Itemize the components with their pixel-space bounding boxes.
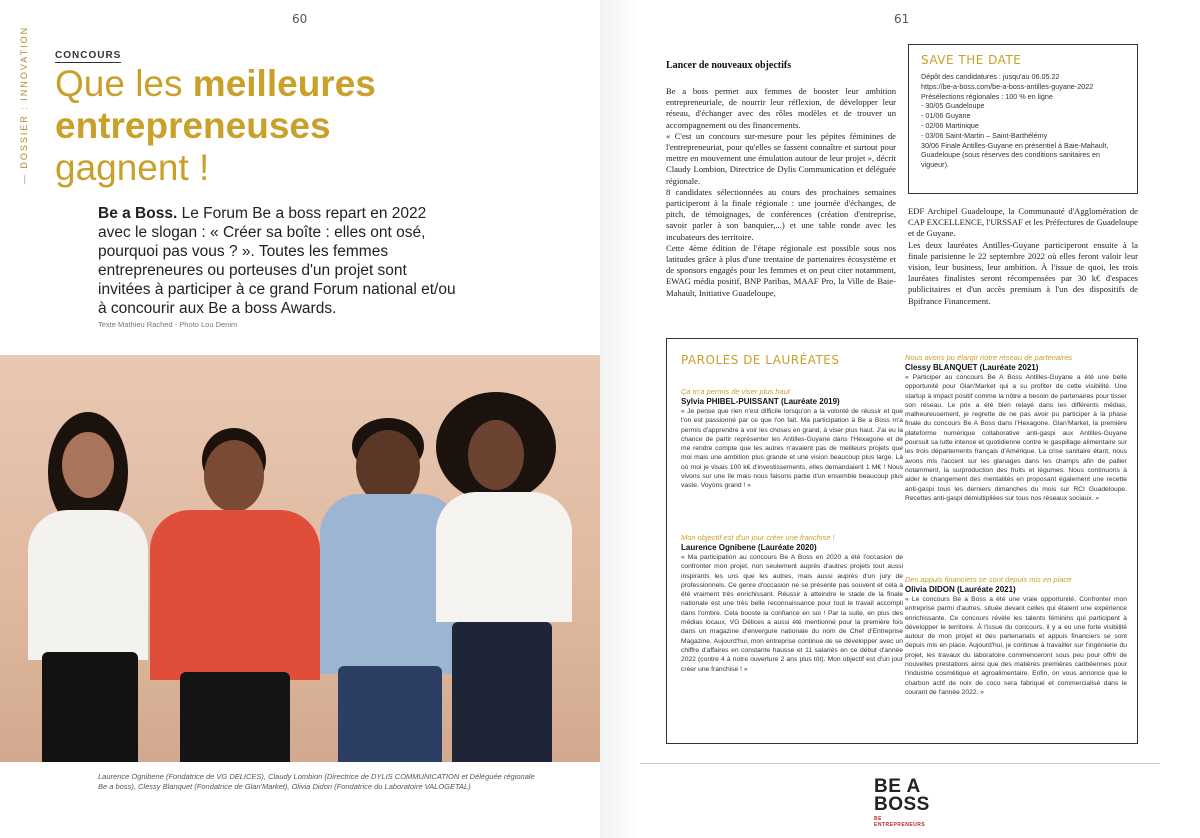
paroles-box bbox=[666, 338, 1138, 744]
lede-text: Le Forum Be a boss repart en 2022 avec le slogan : « Créer sa boîte : elles ont osé, pourquoi pas vous ? ». Toutes les femmes entrepreneures ou porteuses d'un projet sont invitées à participer à ce grand Forum national et/ou à concourir aux Be a boss Awards. bbox=[98, 205, 456, 317]
std-line: - 01/06 Guyane bbox=[921, 111, 971, 121]
page-gutter bbox=[600, 0, 640, 838]
logo-line-3: BE ENTREPRENEURS bbox=[874, 816, 926, 828]
testimonial-1 bbox=[681, 387, 903, 491]
photo-caption: Laurence Ognibene (Fondatrice de VG DELICES), Claudy Lombion (Directrice de DYLIS COMMUNICATION et Déléguée régionale Be a boss), Clessy Blanquet (Fondatrice de Glan'Market), Olivia Didon (Fondatrice du Laboratoire VALOGETAL) bbox=[98, 772, 535, 791]
testimonial-text: « Je pense que rien n'est difficile lorsqu'on a la volonté de réussir et que l'on est passionné par ce que l'on fait. Ma participation à Be a Boss m'a permis d'apprendre à voir les choses en grand, à viser plus haut. J'ai eu la chance de partir représenter les Antilles-Guyane dans l'Hexagone et de me rendre compte que les autres n'avaient pas de meilleurs projets que moi mais une ambition plus grande et une vision beaucoup plus large. Là où moi je visais 100 k€ d'investissements, elles demandaient 1 M€ ! Nous vivons sur une île mais nous faisons partie d'un ensemble beaucoup plus vaste. Voyons grand ! » bbox=[681, 408, 903, 490]
objectifs-para: Be a boss permet aux femmes de booster leur ambition entrepreneuriale, de nourrir leur réflexion, de développer leur réseau, d'échanger avec des rôles modèles et de trouver un accompagnement ou des financements. bbox=[666, 86, 896, 130]
headline-bold2: entrepreneuses bbox=[55, 105, 331, 146]
std-link[interactable]: https://be-a-boss.com/be-a-boss-antilles-guyane-2022 bbox=[921, 81, 1094, 91]
testimonial-3 bbox=[905, 353, 1127, 503]
lede-paragraph bbox=[98, 204, 458, 318]
section-side-label bbox=[14, 20, 28, 190]
std-line: - 02/06 Martinique bbox=[921, 120, 979, 130]
testimonial-text: « Participer au concours Be A Boss Antilles-Guyane a été une belle opportunité pour Glan'Market qui a su profiter de cette visibilité. Une startup à impact positif comme la nôtre a besoin de partenaires pour tisser son réseau. Le prix a été bien relayé dans les différents médias, malheureusement, je regrette de ne pas avoir pu participer à la phase finale du concours Be A Boss dans l'Hexagone. Glan'Market, la première plateforme numérique collaborative anti-gaspi aux Antilles-Guyane poursuit sa lutte intense et quotidienne contre le gaspillage alimentaire sur les trois départements français d'Amérique. La crise sanitaire étant, nous avons mis l'accent sur les glanages dans les champs afin de pallier notamment, la surproduction des fruits et légumes. Nous continuons à aider le changement des mentalités en proposant également une recette anti-gaspi tous les derniers dimanches du mois sur RCI Guadeloupe. Recettes anti-gaspi démultipliées sur tous nos réseaux sociaux. » bbox=[905, 374, 1127, 502]
testimonial-text: « Ma participation au concours Be A Boss en 2020 a été l'occasion de confronter mon projet, non seulement auprès d'autres projets tout aussi inspirants les uns que les autres, mais aussi auprès d'un jury de professionnels. Ce genre d'occasion ne se présente pas souvent et cela a été vraiment très enrichissant. Réussir à atteindre le stade de la finale nationale est une très belle reconnaissance pour tout le travail accompli dans l'ombre. Cela booste la confiance en soi ! Par la suite, en plus des médias locaux, VG Délices a aussi été mentionné pour la première fois dans un magazine d'envergure nationale du nom de Chef d'Entreprise Magazine. Aujourd'hui, mon entreprise continue de se développer avec un chiffre d'affaires en constante hausse et 11 salariés en ce début d'année 2022 (contre 4 à notre ouverture 2 ans plus tôt). Mon objectif est d'un jour créer une franchise ! » bbox=[681, 554, 903, 673]
lede-bold: Be a Boss. bbox=[98, 205, 178, 222]
headline bbox=[55, 63, 475, 189]
objectifs-para: Les deux lauréates Antilles-Guyane participeront ensuite à la finale parisienne le 22 septembre 2022 où elles feront valoir leur vision, leur business, leur ambition. À l'issue de quoi, les trois lauréates finalistes seront récompensées par 30 k€ d'espaces publicitaires et d'un accès premium à l'un des dispositifs de Bpifrance Financement. bbox=[908, 239, 1138, 306]
std-line: Dépôt des candidatures : jusqu'au 06.05.22 bbox=[921, 72, 1060, 81]
headline-bold1: meilleures bbox=[192, 63, 376, 104]
objectifs-para: 8 candidates sélectionnées au cours des prochaines semaines participeront à la finale régionale : une journée d'échanges, de pitch, de témoignages, de conférences (création d'entreprise, savoir parler à son banquier,...) et une table ronde avec les incubateurs des territoire. bbox=[666, 186, 896, 242]
paroles-title: PAROLES DE LAURÉATES bbox=[681, 353, 840, 367]
be-a-boss-logo bbox=[874, 778, 934, 828]
std-line: - 30/05 Guadeloupe bbox=[921, 101, 985, 111]
headline-part1: Que les bbox=[55, 63, 193, 104]
objectifs-para: Cette 4ème édition de l'étape régionale est possible sous nos latitudes grâce à plus d'une trentaine de partenaires écosystème et de sponsors engagés pour les femmes et on peut citer notamment, EWAG média positif, BNP Paribas, MAAF Pro, la Ville de Baie-Mahault, Initiative Guadeloupe, bbox=[666, 242, 896, 298]
person-2 bbox=[140, 392, 320, 762]
objectifs-para: « C'est un concours sur-mesure pour les pépites féminines de l'entrepreneuriat, pour qu'elles se fassent connaître et surtout pour mettre en mouvement une émulation autour de leur projet », décrit Claudy Lombion, Directrice de Dylis Communication et déléguée régionale. bbox=[666, 130, 896, 186]
testimonial-quote: Ça m'a permis de viser plus haut bbox=[681, 387, 790, 396]
person-1 bbox=[20, 382, 150, 762]
save-the-date-box bbox=[908, 44, 1138, 194]
std-line: 30/06 Finale Antilles-Guyane en présentiel à Baie-Mahault, Guadeloupe (sous réserves des conditions sanitaires en vigueur). bbox=[921, 140, 1109, 170]
testimonial-name: Sylvia PHIBEL-PUISSANT (Lauréate 2019) bbox=[681, 397, 840, 406]
page-number-left: 60 bbox=[292, 12, 308, 26]
side-label-text: — DOSSIER : INNOVATION bbox=[19, 25, 29, 185]
objectifs-para: EDF Archipel Guadeloupe, la Communauté d'Agglomération de CAP EXCELLENCE, l'URSSAF et les Préfectures de Guadeloupe et de Guyane. bbox=[908, 206, 1138, 239]
testimonial-name: Clessy BLANQUET (Lauréate 2021) bbox=[905, 363, 1039, 372]
page-number-right: 61 bbox=[894, 12, 910, 26]
person-4 bbox=[430, 372, 580, 762]
objectifs-col-2 bbox=[908, 206, 1138, 307]
std-line: Présélections régionales : 100 % en ligne bbox=[921, 91, 1053, 101]
testimonial-2 bbox=[681, 533, 903, 674]
testimonial-name: Laurence Ognibene (Lauréate 2020) bbox=[681, 543, 817, 552]
photo-credit: Texte Mathieu Rached - Photo Lou Denim bbox=[98, 320, 238, 329]
testimonial-4 bbox=[905, 575, 1127, 697]
logo-line-1: BE A bbox=[874, 776, 921, 797]
objectifs-col-1 bbox=[666, 86, 896, 299]
kicker: CONCOURS bbox=[55, 50, 122, 61]
testimonial-quote: Des appuis financiers se sont depuis mis en place bbox=[905, 575, 1072, 584]
testimonial-quote: Nous avons pu élargir notre réseau de partenaires bbox=[905, 353, 1073, 362]
std-line: - 03/06 Saint-Martin – Saint-Barthélémy bbox=[921, 130, 1048, 140]
headline-part3: gagnent ! bbox=[55, 147, 210, 188]
testimonial-quote: Mon objectif est d'un jour créer une franchise ! bbox=[681, 533, 835, 542]
save-the-date-title: SAVE THE DATE bbox=[921, 53, 1022, 67]
logo-line-2: BOSS bbox=[874, 794, 930, 815]
group-photo bbox=[0, 355, 600, 762]
objectifs-title: Lancer de nouveaux objectifs bbox=[666, 60, 792, 71]
testimonial-name: Olivia DIDON (Lauréate 2021) bbox=[905, 585, 1016, 594]
footer-rule bbox=[640, 763, 1160, 764]
testimonial-text: « Le concours Be a Boss a été une vraie opportunité. Confronter mon entreprise parmi d'autres, située devant celles qui étaient une expérience enrichissante. Ce concours révèle les talents féminins qui participent à développer le territoire. À l'issue du concours, il y a eu une forte visibilité autour de mon projet et des partenariats et appuis financiers se sont depuis mis en place. Aujourd'hui, je continue à travailler sur l'ingénierie du projet, les travaux du laboratoire commenceront sous peu pour offrir de nouvelles prestations ainsi que des matières premières caribéennes pour l'industrie cosmétique et agroalimentaire. Enfin, on vous annonce que le charbon actif de noix de coco sera fabriqué et commercialisé dans le courant de l'année 2022. » bbox=[905, 596, 1127, 696]
